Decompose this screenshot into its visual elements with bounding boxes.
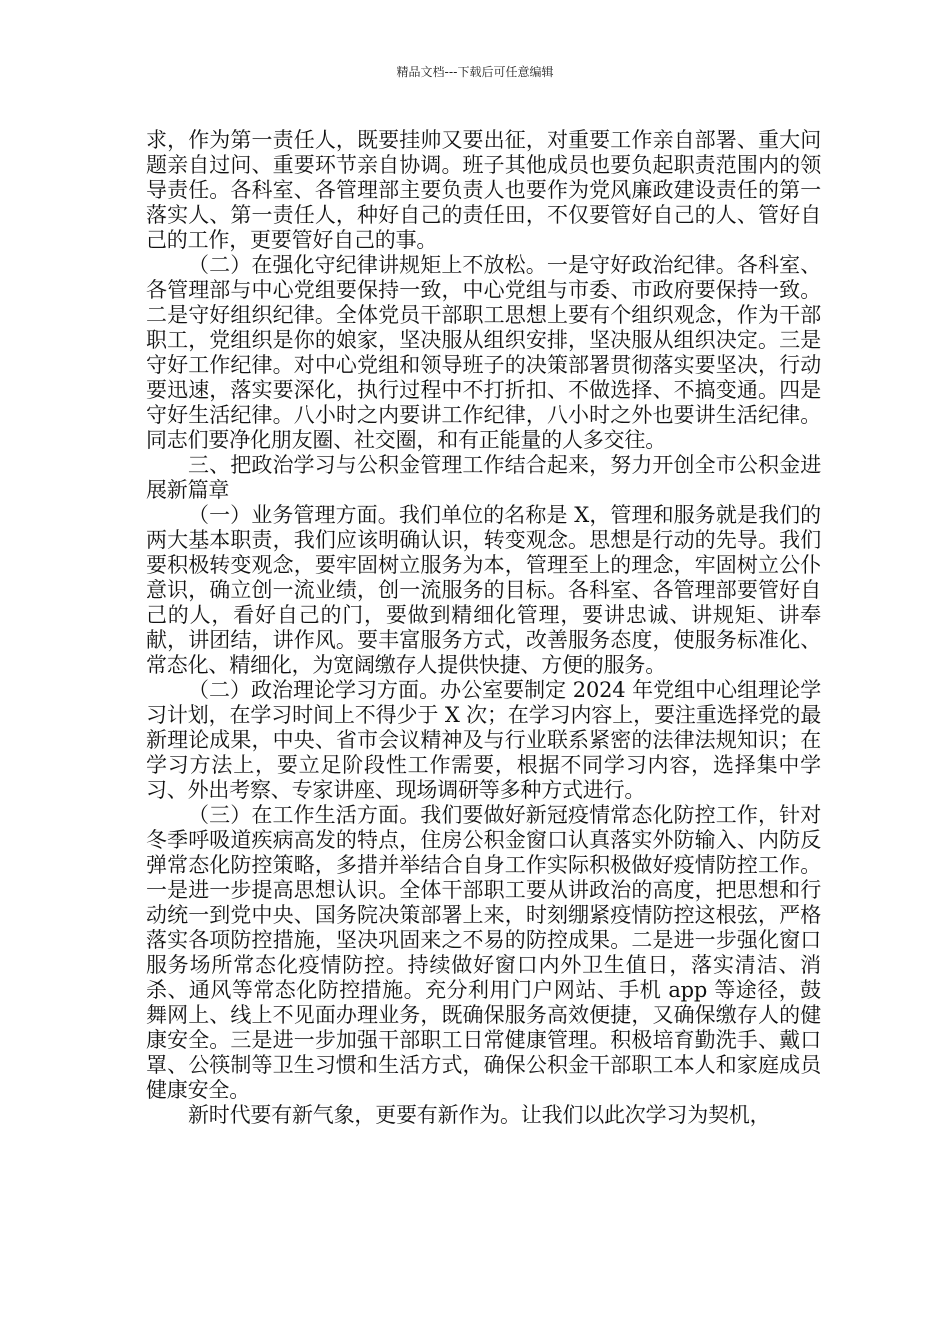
document-body <box>146 128 821 1128</box>
section-heading-three: 三、把政治学习与公积金管理工作结合起来，努力开创全市公积金进展新篇章 <box>146 453 821 502</box>
paragraph-closing: 新时代要有新气象，更要有新作为。让我们以此次学习为契机， <box>188 1103 771 1127</box>
paragraph-work-life: （三）在工作生活方面。我们要做好新冠疫情常态化防控工作，针对冬季呼吸道疾病高发的特点，住房公积金窗口认真落实外防输入、内防反弹常态化防控策略，多措并举结合自身工作实际积极做好疫情防控工作。一是进一步提高思想认识。全体干部职工要从讲政治的高度，把思想和行动统一到党中央、国务院决策部署上来，时刻绷紧疫情防控这根弦，严格落实各项防控措施，坚决巩固来之不易的防控成果。二是进一步强化窗口服务场所常态化疫情防控。持续做好窗口内外卫生值日，落实清洁、消杀、通风等常态化防控措施。充分利用门户网站、手机 app 等途径，鼓舞网上、线上不见面办理业务，既确保服务高效便捷，又确保缴存人的健康安全。三是进一步加强干部职工日常健康管理。积极培育勤洗手、戴口罩、公筷制等卫生习惯和生活方式，确保公积金干部职工本人和家庭成员健康安全。 <box>146 803 821 1102</box>
paragraph-political-study: （二）政治理论学习方面。办公室要制定 2024 年党组中心组理论学习计划，在学习时间上不得少于 X 次；在学习内容上，要注重选择党的最新理论成果，中央、省市会议精神及与行业联系紧密的法律法规知识；在学习方法上，要立足阶段性工作需要，根据不同学习内容，选择集中学习、外出考察、专家讲座、现场调研等多种方式进行。 <box>146 678 821 802</box>
paragraph-business-management: （一）业务管理方面。我们单位的名称是 X，管理和服务就是我们的两大基本职责，我们应该明确认识，转变观念。思想是行动的先导。我们要积极转变观念，要牢固树立服务为本，管理至上的理念，牢固树立公仆意识，确立创一流业绩，创一流服务的目标。各科室、各管理部要管好自己的人，看好自己的门，要做到精细化管理，要讲忠诚、讲规矩、讲奉献，讲团结，讲作风。要丰富服务方式，改善服务态度，使服务标准化、常态化、精细化，为宽阔缴存人提供快捷、方便的服务。 <box>146 503 821 677</box>
paragraph-discipline: （二）在强化守纪律讲规矩上不放松。一是守好政治纪律。各科室、各管理部与中心党组要保持一致，中心党组与市委、市政府要保持一致。二是守好组织纪律。全体党员干部职工思想上要有个组织观念，作为干部职工，党组织是你的娘家，坚决服从组织安排，坚决服从组织决定。三是守好工作纪律。对中心党组和领导班子的决策部署贯彻落实要坚决，行动要迅速，落实要深化，执行过程中不打折扣、不做选择、不搞变通。四是守好生活纪律。八小时之内要讲工作纪律，八小时之外也要讲生活纪律。同志们要净化朋友圈、社交圈，和有正能量的人多交往。 <box>146 253 821 452</box>
page-header: 精品文档---下载后可任意编辑 <box>396 65 554 79</box>
paragraph-responsibility: 求，作为第一责任人，既要挂帅又要出征，对重要工作亲自部署、重大问题亲自过问、重要环节亲自协调。班子其他成员也要负起职责范围内的领导责任。各科室、各管理部主要负责人也要作为党风廉政建设责任的第一落实人、第一责任人，种好自己的责任田，不仅要管好自己的人、管好自己的工作，更要管好自己的事。 <box>146 128 821 252</box>
